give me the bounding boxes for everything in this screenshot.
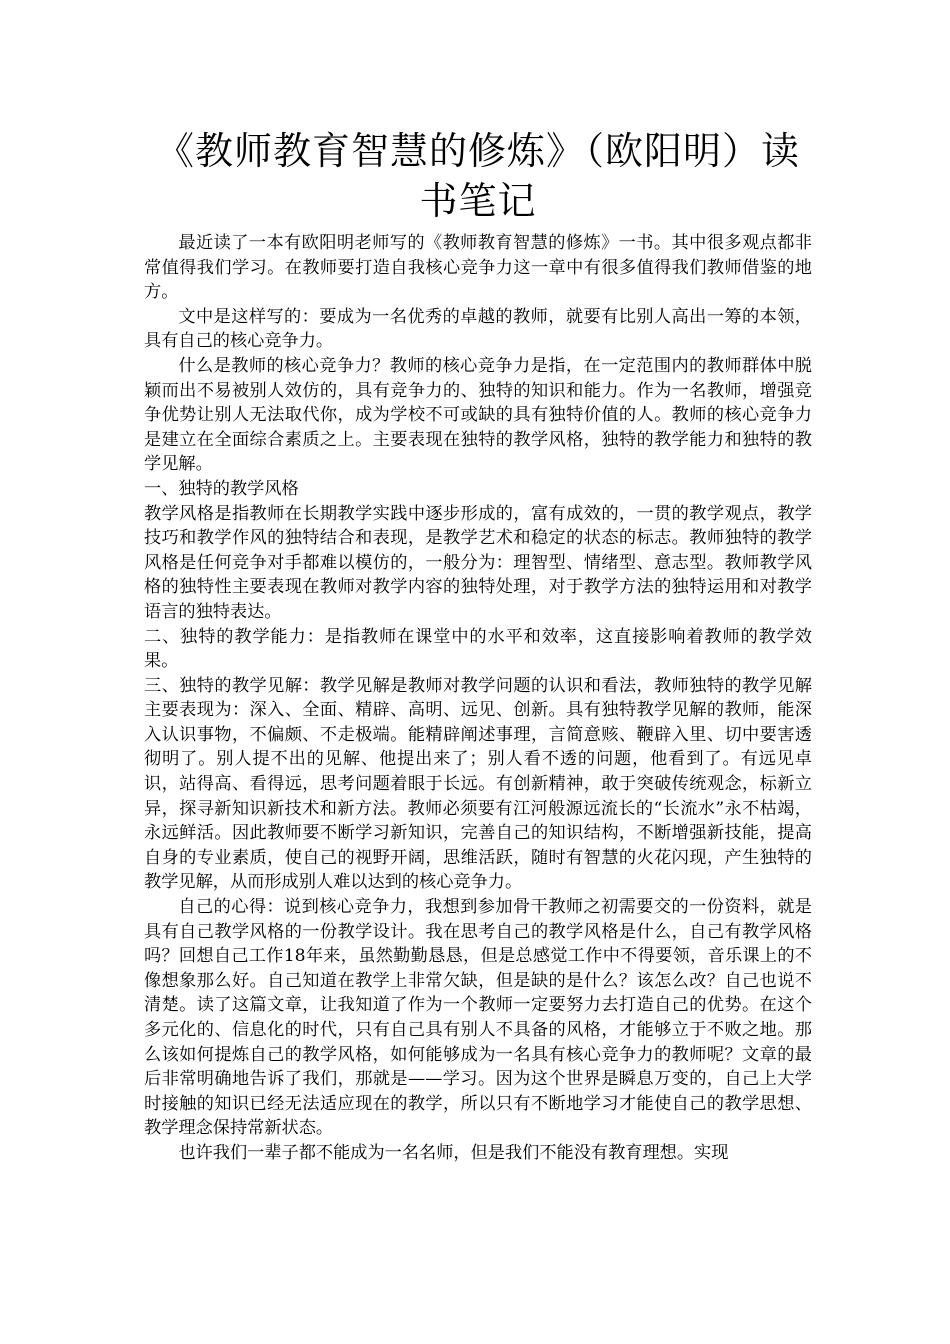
paragraph-intro: 最近读了一本有欧阳明老师写的《教师教育智慧的修炼》一书。其中很多观点都非常值得我们学习。在教师要打造自我核心竞争力这一章中有很多值得我们教师借鉴的地方。 bbox=[144, 233, 812, 303]
document-page bbox=[144, 126, 812, 1166]
section-heading-2: 二、独特的教学能力：是指教师在课堂中的水平和效率，这直接影响着教师的教学效果。 bbox=[144, 626, 812, 672]
paragraph-definition: 什么是教师的核心竞争力？教师的核心竞争力是指，在一定范围内的教师群体中脱颖而出不易被别人效仿的，具有竞争力的、独特的知识和能力。作为一名教师，增强竞争优势让别人无法取代你，成为学校不可或缺的具有独特价值的人。教师的核心竞争力是建立在全面综合素质之上。主要表现在独特的教学风格，独特的教学能力和独特的教学见解。 bbox=[144, 355, 812, 475]
document-title bbox=[144, 126, 812, 226]
section-heading-1: 一、独特的教学风格 bbox=[144, 478, 299, 499]
paragraph-reflection: 自己的心得：说到核心竞争力，我想到参加骨干教师之初需要交的一份资料，就是具有自己教学风格的一份教学设计。我在思考自己的教学风格是什么，自己有教学风格吗？回想自己工作18年来，虽然勤勤恳恳，但是总感觉工作中不得要领，音乐课上的不像想象那么好。自己知道在教学上非常欠缺，但是缺的是什么？该怎么改？自己也说不清楚。读了这篇文章，让我知道了作为一个教师一定要努力去打造自己的优势。在这个多元化的、信息化的时代，只有自己具有别人不具备的风格，才能够立于不败之地。那么该如何提炼自己的教学风格，如何能够成为一名具有核心竞争力的教师呢？文章的最后非常明确地告诉了我们，那就是——学习。因为这个世界是瞬息万变的，自己上大学时接触的知识已经无法适应现在的教学，所以只有不断地学习才能使自己的教学思想、教学理念保持常新状态。 bbox=[144, 897, 812, 1139]
title-line-2: 书笔记 bbox=[419, 179, 537, 223]
paragraph-quote: 文中是这样写的：要成为一名优秀的卓越的教师，就要有比别人高出一筹的本领，具有自己的核心竞争力。 bbox=[144, 306, 812, 352]
paragraph-teaching-style: 教学风格是指教师在长期教学实践中逐步形成的，富有成效的，一贯的教学观点，教学技巧和教学作风的独特结合和表现，是教学艺术和稳定的状态的标志。教师独特的教学风格是任何竞争对手都难以模仿的，一般分为：理智型、情绪型、意志型。教师教学风格的独特性主要表现在教师对教学内容的独特处理，对于教学方法的独特运用和对教学语言的独特表达。 bbox=[144, 503, 812, 622]
document-body bbox=[144, 231, 812, 1166]
title-line-1: 《教师教育智慧的修炼》（欧阳明）读 bbox=[155, 129, 800, 173]
paragraph-closing: 也许我们一辈子都不能成为一名名师，但是我们不能没有教育理想。实现 bbox=[178, 1142, 729, 1163]
section-heading-3: 三、独特的教学见解：教学见解是教师对教学问题的认识和看法，教师独特的教学见解主要表现为：深入、全面、精辟、高明、远见、创新。具有独特教学见解的教师，能深入认识事物，不偏颇、不走极端。能精辟阐述事理，言简意赅、鞭辟入里、切中要害透彻明了。别人提不出的见解、他提出来了；别人看不透的问题，他看到了。有远见卓识，站得高、看得远，思考问题着眼于长远。有创新精神，敢于突破传统观念，标新立异，探寻新知识新技术和新方法。教师必须要有江河般源远流长的“长流水”永不枯竭，永远鲜活。因此教师要不断学习新知识，完善自己的知识结构，不断增强新技能，提高自身的专业素质，使自己的视野开阔，思维活跃，随时有智慧的火花闪现，产生独特的教学见解，从而形成别人难以达到的核心竞争力。 bbox=[144, 675, 812, 893]
